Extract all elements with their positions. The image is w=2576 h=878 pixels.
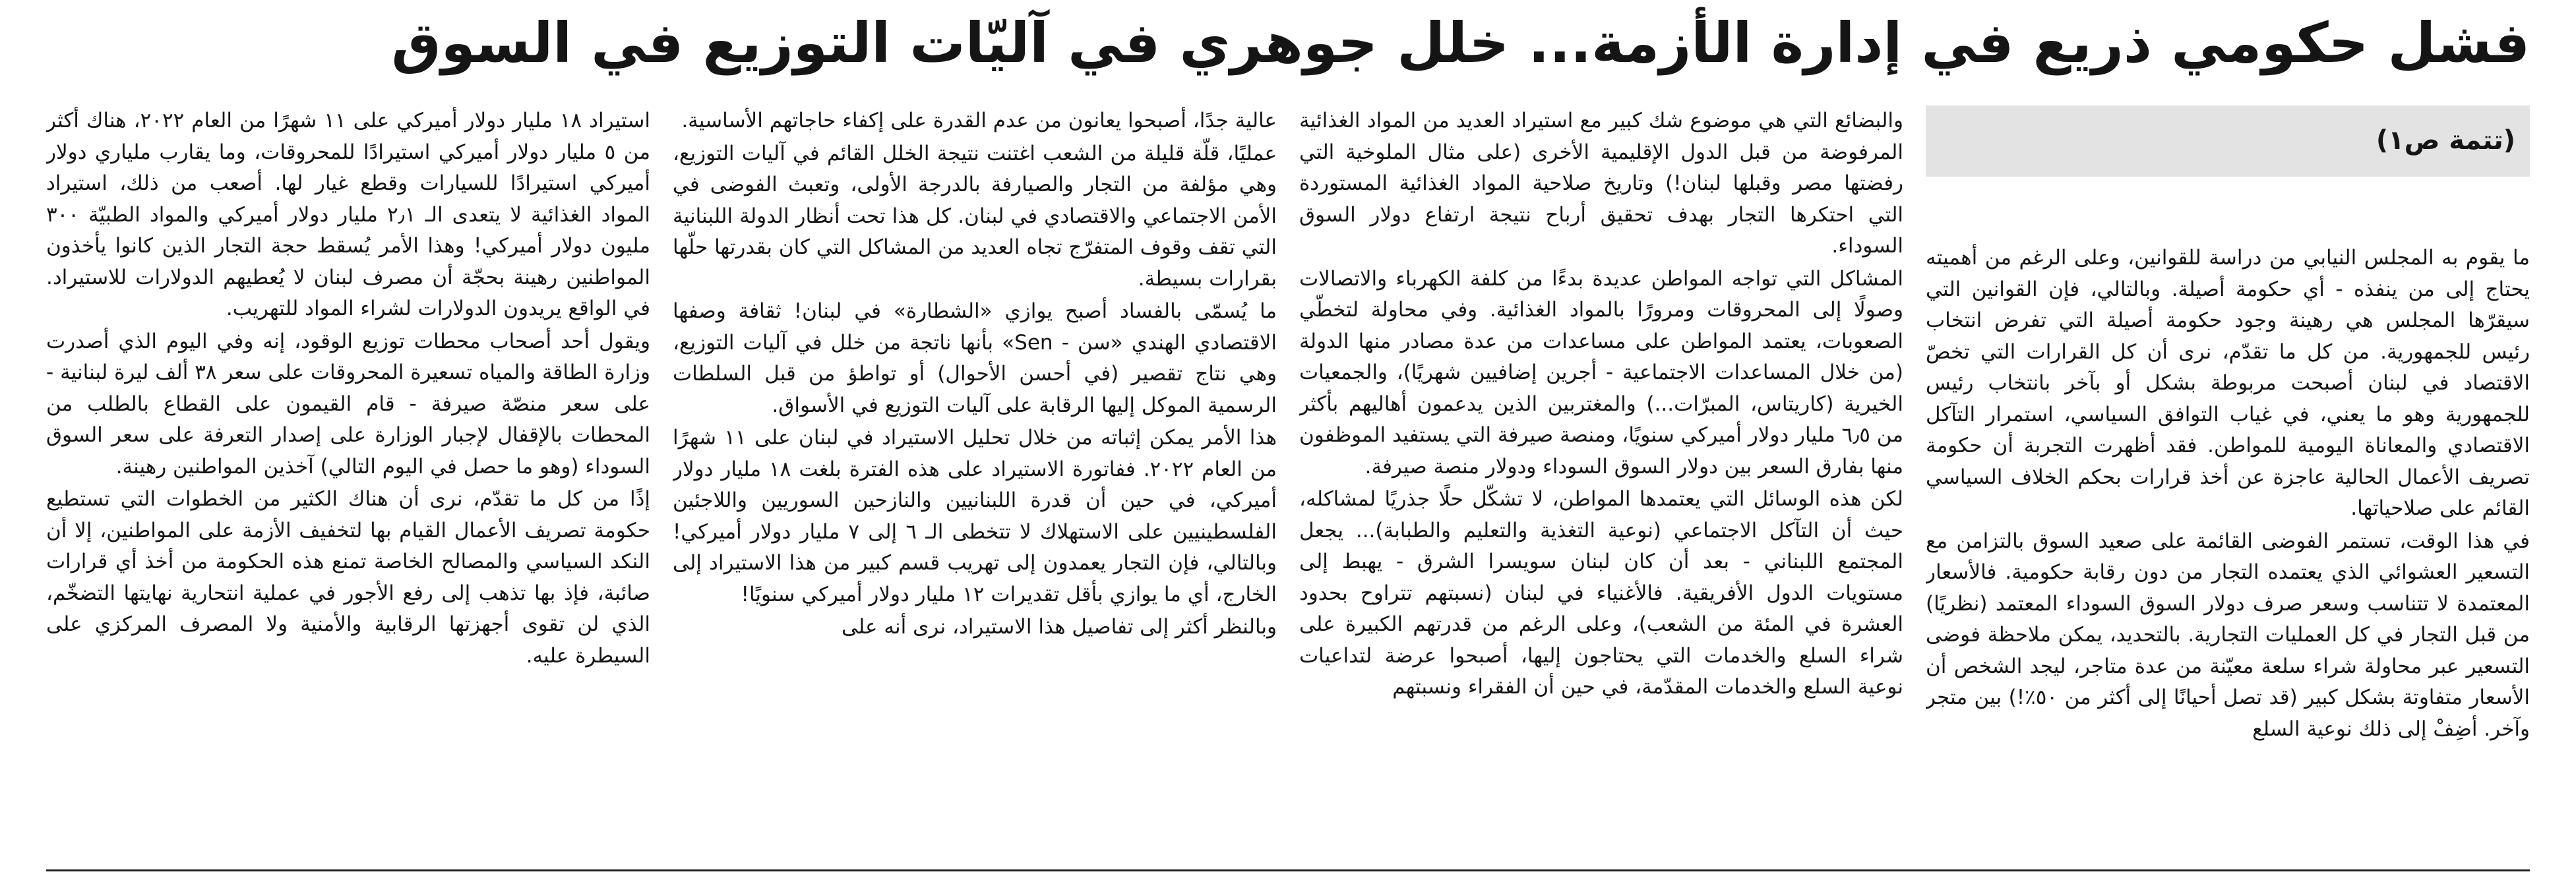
article-column-2	[1299, 105, 1903, 867]
article-paragraph: ما يُسمّى بالفساد أصبح يوازي «الشطارة» في لبنان! ثقافة وصفها الاقتصادي الهندي «سن - Sen» بأنها ناتجة من خلل في آليات التوزيع، وهي نتاج تقصير (في أحسن الأحوال) أو تواطؤ من قبل السلطات الرسمية الموكل إليها الرقابة على آليات التوزيع في الأسواق.	[673, 299, 1277, 417]
article-paragraph: وبالنظر أكثر إلى تفاصيل هذا الاستيراد، نرى أنه على	[841, 615, 1277, 639]
bottom-rule	[46, 869, 2530, 871]
article-paragraph: ما يقوم به المجلس النيابي من دراسة للقوانين، وعلى الرغم من أهميته يحتاج إلى من ينفذه - أي حكومة أصيلة. وبالتالي، فإن القوانين التي سيقرّها المجلس هي رهينة وجود حكومة أصيلة التي تفرض انتخاب رئيس للجمهورية. من كل ما تقدّم، نرى أن كل القرارات التي تخصّ الاقتصاد في لبنان أصبحت مربوطة بشكل أو بآخر بانتخاب رئيس للجمهورية وهو ما يعني، في غياب التوافق السياسي، استمرار التآكل الاقتصادي والمعاناة اليومية للمواطن. فقد أظهرت التجربة أن حكومة تصريف الأعمال الحالية عاجزة عن أخذ قرارات بحكم الخلاف السياسي القائم على صلاحياتها.	[1926, 246, 2530, 520]
article-paragraph: هذا الأمر يمكن إثباته من خلال تحليل الاستيراد في لبنان على ١١ شهرًا من العام ٢٠٢٢. ففاتورة الاستيراد على هذه الفترة بلغت ١٨ مليار دولار أميركي، في حين أن قدرة اللبنانيين والنازحين السوريين واللاجئين الفلسطينيين على الاستهلاك لا تتخطى الـ ٦ إلى ٧ مليار دولار أميركي! وبالتالي، فإن التجار يعمدون إلى تهريب قسم كبير من هذا الاستيراد إلى الخارج، أي ما يوازي بأقل تقديرات ١٢ مليار دولار أميركي سنويًا!	[673, 426, 1277, 606]
continuation-box	[1926, 105, 2530, 177]
continuation-label: (تتمة ص١)	[2376, 125, 2515, 156]
article-paragraph: ويقول أحد أصحاب محطات توزيع الوقود، إنه وفي اليوم الذي أصدرت وزارة الطاقة والمياه تسعيرة المحروقات على سعر ٣٨ ألف ليرة لبنانية - على سعر منصّة صيرفة - قام القيمون على القطاع بالطلب من المحطات بالإقفال لإجبار الوزارة على إصدار التعرفة على سعر السوق السوداء (وهو ما حصل في اليوم التالي) آخذين المواطنين رهينة.	[46, 329, 650, 479]
article-column-1	[1926, 105, 2530, 867]
article-paragraph: والبضائع التي هي موضوع شك كبير مع استيراد العديد من المواد الغذائية المرفوضة من قبل الدول الإقليمية الأخرى (على مثال الملوخية التي رفضتها مصر وقبلها لبنان!) وتاريخ صلاحية المواد الغذائية المستوردة التي احتكرها التجار بهدف تحقيق أرباح نتيجة ارتفاع دولار السوق السوداء.	[1299, 109, 1903, 258]
article-columns	[46, 105, 2530, 867]
article-paragraph: عمليًا، قلّة قليلة من الشعب اغتنت نتيجة الخلل القائم في آليات التوزيع، وهي مؤلفة من التجار والصيارفة بالدرجة الأولى، وتعبث الفوضى في الأمن الاجتماعي والاقتصادي في لبنان. كل هذا تحت أنظار الدولة اللبنانية التي تقف وقوف المتفرّج تجاه العديد من المشاكل التي كان بقدرتها حلّها بقرارات بسيطة.	[673, 141, 1277, 291]
article-paragraph: المشاكل التي تواجه المواطن عديدة بدءًا من كلفة الكهرباء والاتصالات وصولًا إلى المحروقات ومرورًا بالمواد الغذائية. وفي محاولة لتخطّي الصعوبات، يعتمد المواطن على مساعدات من عدة مصادر منها الدولة (من خلال المساعدات الاجتماعية - أجرين إضافيين شهريًا)، والجمعيات الخيرية (كاريتاس، المبرّات...) والمغتربين الذين يدعمون أهاليهم بأكثر من ٦٫٥ مليار دولار أميركي سنويًا، ومنصة صيرفة التي يستفيد الموظفون منها بفارق السعر بين دولار السوق السوداء ودولار منصة صيرفة.	[1299, 266, 1903, 479]
article-headline: فشل حكومي ذريع في إدارة الأزمة... خلل جوهري في آليّات التوزيع في السوق	[391, 11, 2530, 75]
article-column-4	[46, 105, 650, 867]
article-column-3	[673, 105, 1277, 867]
article-paragraph: في هذا الوقت، تستمر الفوضى القائمة على صعيد السوق بالتزامن مع التسعير العشوائي الذي يعتمده التجار من دون رقابة حكومية. فالأسعار المعتمدة لا تتناسب وسعر صرف دولار السوق السوداء المعتمد (نظريًا) من قبل التجار في كل العمليات التجارية. بالتحديد، يمكن ملاحظة فوضى التسعير عبر محاولة شراء سلعة معيّنة من عدة متاجر، ليجد الشخص أن الأسعار متفاوتة بشكل كبير (قد تصل أحيانًا إلى أكثر من ٥٠٪!) بين متجر وآخر. أضِفْ إلى ذلك نوعية السلع	[1926, 529, 2530, 741]
article-paragraph: لكن هذه الوسائل التي يعتمدها المواطن، لا تشكّل حلًا جذريًا لمشاكله، حيث أن التآكل الاجتماعي (نوعية التغذية والتعليم والطبابة)... يجعل المجتمع اللبناني - بعد أن كان لبنان سويسرا الشرق - يهبط إلى مستويات الدول الأفريقية. فالأغنياء في لبنان (نسبتهم تتراوح بحدود العشرة في المئة من الشعب)، وعلى الرغم من قدرتهم الكبيرة على شراء السلع والخدمات التي يحتاجون إليها، أصبحوا عرضة لتداعيات نوعية السلع والخدمات المقدّمة، في حين أن الفقراء ونسبتهم	[1299, 487, 1903, 699]
article-paragraph: استيراد ١٨ مليار دولار أميركي على ١١ شهرًا من العام ٢٠٢٢، هناك أكثر من ٥ مليار دولار أميركي استيرادًا للمحروقات، وما يقارب ملياري دولار أميركي استيرادًا للسيارات وقطع غيار لها. أصعب من ذلك، استيراد المواد الغذائية لا يتعدى الـ ٢٫١ مليار دولار أميركي والمواد الطبيّة ٣٠٠ مليون دولار أميركي! وهذا الأمر يُسقط حجة التجار الذين كانوا يأخذون المواطنين رهينة بحجّة أن مصرف لبنان لا يُعطيهم الدولارات للاستيراد. في الواقع يريدون الدولارات لشراء المواد للتهريب.	[46, 109, 650, 320]
article-paragraph: إذًا من كل ما تقدّم، نرى أن هناك الكثير من الخطوات التي تستطيع حكومة تصريف الأعمال القيام بها لتخفيف الأزمة على المواطنين، إلا أن النكد السياسي والمصالح الخاصة تمنع هذه الحكومة من أخذ أي قرارات صائبة، فإذ بها تذهب إلى رفع الأجور في عملية انتحارية نهايتها التضخّم، الذي لن تقوى أجهزتها الرقابية والأمنية ولا المصرف المركزي على السيطرة عليه.	[46, 487, 650, 668]
article-paragraph: عالية جدًا، أصبحوا يعانون من عدم القدرة على إكفاء حاجاتهم الأساسية.	[681, 109, 1277, 132]
